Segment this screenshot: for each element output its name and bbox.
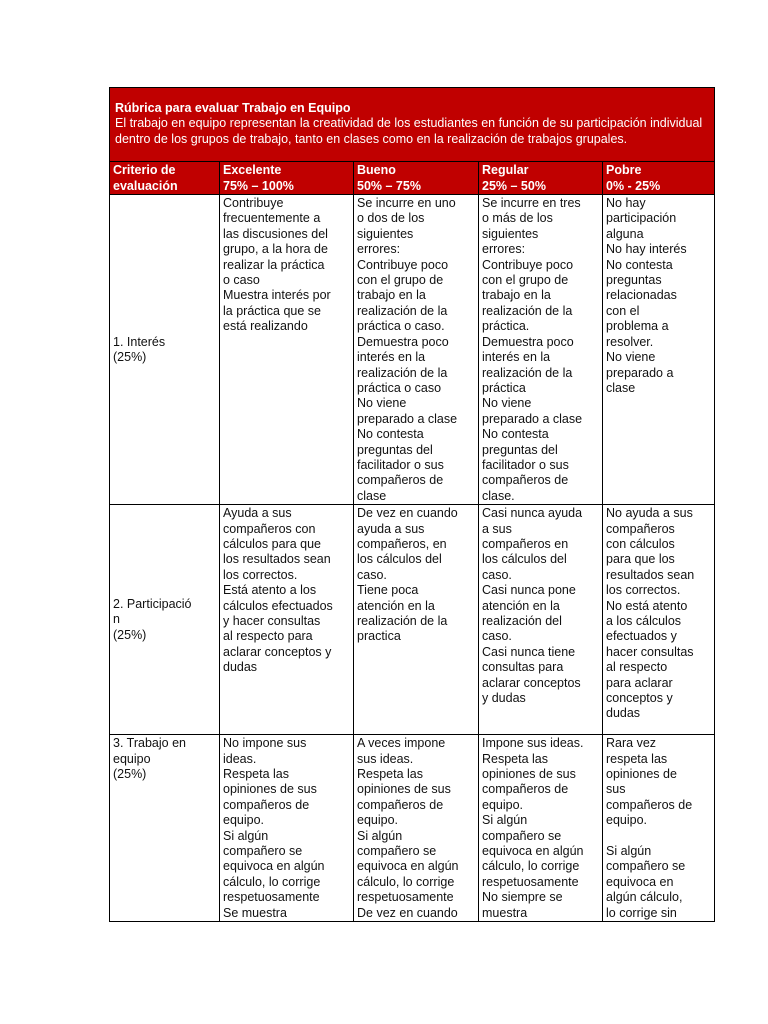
cell-regular: Casi nunca ayuda a sus compañeros en los cálculos del caso. Casi nunca pone atención en la realización del caso. Casi nunca tiene consultas para aclarar conceptos y dudas <box>479 505 603 735</box>
header-pobre-range: 0% - 25% <box>606 178 661 193</box>
cell-excelente: Contribuye frecuentemente a las discusiones del grupo, a la hora de realizar la práctica o caso Muestra interés por la práctica que se está realizando <box>220 195 354 505</box>
rubric-banner-cell <box>110 88 715 162</box>
header-regular-range: 25% – 50% <box>482 178 546 193</box>
header-pobre-label: Pobre <box>606 163 642 178</box>
rubric-description: El trabajo en equipo representan la creatividad de los estudiantes en función de su participación individual dentro de los grupos de trabajo, tanto en clases como en la realización de trabajos grupales. <box>115 116 703 146</box>
table-row-interes <box>110 195 715 505</box>
header-bueno <box>354 162 479 195</box>
cell-bueno: Se incurre en uno o dos de los siguientes errores: Contribuye poco con el grupo de trabajo en la realización de la práctica o caso. Demuestra poco interés en la realización de la práctica o caso No viene preparado a clase No contesta preguntas del facilitador o sus compañeros de clase <box>354 195 479 505</box>
header-criterio-label: Criterio de evaluación <box>113 163 178 193</box>
cell-pobre: No ayuda a sus compañeros con cálculos para que los resultados sean los correctos. No está atento a los cálculos efectuados y hacer consultas al respecto para aclarar conceptos y dudas <box>603 505 715 735</box>
table-row-trabajo-equipo <box>110 735 715 922</box>
table-row-participacion <box>110 505 715 735</box>
header-regular <box>479 162 603 195</box>
cell-bueno: A veces impone sus ideas. Respeta las opiniones de sus compañeros de equipo. Si algún compañero se equivoca en algún cálculo, lo corrige respetuosamente De vez en cuando <box>354 735 479 922</box>
header-bueno-label: Bueno <box>357 163 396 178</box>
rubric-table <box>109 87 715 922</box>
header-excelente-label: Excelente <box>223 163 282 178</box>
cell-regular: Impone sus ideas. Respeta las opiniones de sus compañeros de equipo. Si algún compañero se equivoca en algún cálculo, lo corrige respetuosamente No siempre se muestra <box>479 735 603 922</box>
cell-excelente: Ayuda a sus compañeros con cálculos para que los resultados sean los correctos. Está atento a los cálculos efectuados y hacer consultas al respecto para aclarar conceptos y dudas <box>220 505 354 735</box>
criterion-cell: 2. Participació n (25%) <box>110 505 220 735</box>
criterion-cell: 1. Interés (25%) <box>110 195 220 505</box>
header-excelente <box>220 162 354 195</box>
criterion-cell: 3. Trabajo en equipo (25%) <box>110 735 220 922</box>
cell-excelente: No impone sus ideas. Respeta las opiniones de sus compañeros de equipo. Si algún compañero se equivoca en algún cálculo, lo corrige respetuosamente Se muestra <box>220 735 354 922</box>
header-row <box>110 162 715 195</box>
header-bueno-range: 50% – 75% <box>357 178 421 193</box>
header-regular-label: Regular <box>482 163 529 178</box>
header-excelente-range: 75% – 100% <box>223 178 294 193</box>
header-pobre <box>603 162 715 195</box>
cell-regular: Se incurre en tres o más de los siguientes errores: Contribuye poco con el grupo de trabajo en la realización de la práctica. Demuestra poco interés en la realización de la práctica No viene preparado a clase No contesta preguntas del facilitador o sus compañeros de clase. <box>479 195 603 505</box>
header-criterio <box>110 162 220 195</box>
cell-bueno: De vez en cuando ayuda a sus compañeros, en los cálculos del caso. Tiene poca atención en la realización de la practica <box>354 505 479 735</box>
cell-pobre: No hay participación alguna No hay interés No contesta preguntas relacionadas con el problema a resolver. No viene preparado a clase <box>603 195 715 505</box>
rubric-banner <box>110 88 715 162</box>
cell-pobre: Rara vez respeta las opiniones de sus compañeros de equipo. Si algún compañero se equivoca en algún cálculo, lo corrige sin <box>603 735 715 922</box>
rubric-title: Rúbrica para evaluar Trabajo en Equipo <box>115 101 351 115</box>
